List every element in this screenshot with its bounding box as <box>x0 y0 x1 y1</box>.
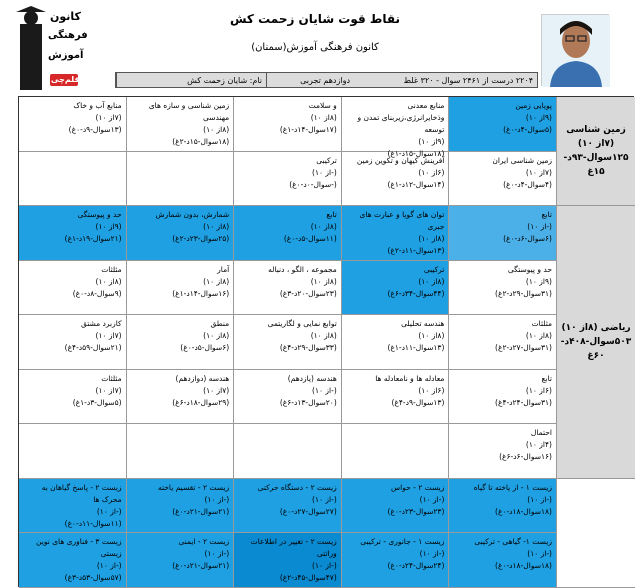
logo-word-1: کانون <box>50 10 81 23</box>
topic-cell <box>449 97 557 152</box>
topic-name: تابع <box>541 210 552 219</box>
topic-cell <box>234 97 342 152</box>
topic-name: کاربرد مشتق <box>80 319 122 328</box>
topic-stats: (۱۳سوال-۱۱د-۲غ) <box>387 246 445 255</box>
strengths-table <box>18 96 634 587</box>
avatar-icon <box>542 15 610 87</box>
topic-cell <box>19 97 127 152</box>
topic-stats: (۲۱سوال-۵۹د-۴غ) <box>64 343 122 352</box>
topic-cell <box>234 261 342 316</box>
topic-stats: (۵سوال-۴د-۰غ) <box>503 125 552 134</box>
topic-name: زیست ۲ - ایمنی <box>178 537 230 546</box>
topic-score: (۹از ۱۰) <box>418 137 445 146</box>
topic-stats: (۱۳سوال-۱۱د-۱غ) <box>387 343 445 352</box>
topic-score: (۸از ۱۰) <box>418 331 445 340</box>
topic-name: احتمال <box>530 428 552 437</box>
section-header-line: ریاضی (۸از ۱۰) <box>561 322 631 333</box>
topic-stats: (۱۴سوال-۱۲د-۱غ) <box>387 179 445 189</box>
topic-cell <box>449 206 557 261</box>
topic-score: (۸از ۱۰) <box>525 331 552 340</box>
topic-score: (-از ۱۰) <box>96 506 122 516</box>
topic-name: معادله ها و نامعادله ها <box>375 373 445 383</box>
section-header-line: ۱۲۵سوال-۹۳د- <box>563 153 629 163</box>
topic-cell <box>234 152 342 207</box>
topic-name: آفرینش کیهان و تکوین زمین <box>356 155 445 165</box>
topic-name: زیست ۲ - دستگاه حرکتی <box>257 482 337 492</box>
logo-word-4: قلم‌چی <box>51 75 80 84</box>
report-header <box>0 0 638 96</box>
topic-stats: (۲۹سوال-۱۸د-۶غ) <box>172 397 230 407</box>
topic-cell <box>19 533 127 588</box>
topic-score: (۹از ۱۰) <box>525 276 552 286</box>
section-header <box>557 479 635 588</box>
topic-name: زیست ۲ - پاسخ گیاهان به محرک ها <box>41 482 122 504</box>
topic-stats: (۹سوال-۸د-۰غ) <box>72 288 122 298</box>
topic-stats: (-سوال-۰د-۰غ) <box>289 179 337 189</box>
topic-name: مثلثات <box>101 373 122 383</box>
topic-stats: (۲۷سوال-۲۷د-۰غ) <box>279 506 337 516</box>
topic-cell <box>127 152 235 207</box>
student-photo <box>541 14 609 86</box>
topic-cell <box>234 533 342 588</box>
topic-cell <box>127 315 235 370</box>
topic-stats: (۲۰سوال-۱۳د-۶غ) <box>279 397 337 407</box>
topic-stats: (۱۱سوال-۵د-۰غ) <box>283 234 337 243</box>
topic-stats: (۲۱سوال-۱۹د-۱غ) <box>64 234 122 243</box>
topic-name: هندسه تحلیلی <box>401 319 445 328</box>
topic-cell <box>234 424 342 479</box>
topic-score: (۷از ۱۰) <box>95 113 122 122</box>
topic-cell <box>342 479 450 534</box>
section-header-line: زمین شناسی (۷از ۱۰) <box>566 125 626 149</box>
topic-score: (-از ۱۰) <box>204 494 230 504</box>
topic-stats: (۴سوال-۴د-۰غ) <box>503 179 552 189</box>
topic-name: شمارش، بدون شمارش <box>155 210 230 219</box>
topic-score: (۸از ۱۰) <box>310 276 337 286</box>
topic-score: (۸از ۱۰) <box>418 276 445 286</box>
topic-name: زمین شناسی و سازه های مهندسی <box>148 101 230 122</box>
topic-score: (-از ۱۰) <box>312 561 337 570</box>
topic-score: (۸از ۱۰) <box>203 222 230 231</box>
topic-score: (۸از ۱۰) <box>203 331 230 340</box>
topic-stats: (۴۴سوال-۳۴د-۶غ) <box>387 288 445 298</box>
topic-cell <box>127 370 235 425</box>
topic-stats: (۲۴سوال-۲۴د-۰غ) <box>387 561 445 570</box>
topic-cell <box>127 261 235 316</box>
topic-stats: (۶سوال-۶د-۰غ) <box>503 234 552 243</box>
topic-stats: (۲۱سوال-۲۱د-۰غ) <box>172 506 230 516</box>
topic-name: پویایی زمین <box>515 101 552 110</box>
topic-score: (-از ۱۰) <box>419 494 445 504</box>
topic-cell <box>127 424 235 479</box>
topic-cell <box>342 261 450 316</box>
student-score-summary: ۲۲۰۴ درست از ۲۴۶۱ سوال - ۳۲۰ غلط <box>403 76 533 85</box>
topic-name: هندسه (یازدهم) <box>287 373 337 383</box>
topic-name: زیست ۳ - فناوری های نوین زیستی <box>36 537 122 558</box>
topic-stats: (۱۱سوال-۱۱د-۰غ) <box>64 518 122 528</box>
topic-cell <box>449 479 557 534</box>
topic-score: (۸از ۱۰) <box>310 113 337 122</box>
topic-name: هندسه (دوازدهم) <box>175 373 230 383</box>
topic-name: زیست ۱ - از یاخته تا گیاه <box>473 482 552 492</box>
topic-score: (۴از ۱۰) <box>525 440 552 449</box>
topic-cell <box>127 97 235 152</box>
topic-score: (۷از ۱۰) <box>95 385 122 395</box>
topic-score: (-از ۱۰) <box>527 494 552 504</box>
topic-name: مثلثات <box>101 264 122 274</box>
section-header <box>557 206 635 479</box>
topic-score: (۸از ۱۰) <box>203 125 230 134</box>
logo-word-3: آموزش <box>48 50 84 61</box>
topic-name: حد و پیوستگی <box>77 210 122 219</box>
topic-cell <box>449 261 557 316</box>
topic-cell <box>342 97 450 158</box>
logo-word-2: فرهنگی <box>48 30 88 41</box>
topic-cell <box>234 206 342 261</box>
topic-stats: (۲۳سوال-۲۳د-۰غ) <box>387 506 445 516</box>
topic-score: (۹از ۱۰) <box>525 113 552 122</box>
topic-name: منابع آب و خاک <box>73 101 122 110</box>
topic-name: زیست ۱- گیاهی - ترکیبی <box>474 537 552 546</box>
topic-cell <box>449 315 557 370</box>
topic-name: منطق <box>210 319 230 328</box>
section-header-line: ۱۵غ <box>587 167 605 177</box>
topic-score: (۷از ۱۰) <box>203 385 230 395</box>
topic-name: زیست ۱ - جانوری - ترکیبی <box>360 537 445 546</box>
topic-cell <box>449 424 557 479</box>
topic-cell <box>342 152 450 207</box>
page-title: نقاط قوت شایان زحمت کش <box>229 12 401 26</box>
topic-score: (۸از ۱۰) <box>310 222 337 231</box>
topic-stats: (۲۱سوال-۲۱د-۰غ) <box>172 561 230 570</box>
topic-score: (-از ۱۰) <box>419 549 445 558</box>
topic-name: توان های گویا و عبارت های جبری <box>359 210 445 231</box>
topic-name: مجموعه ، الگو ، دنباله <box>268 264 337 274</box>
topic-score: (۶از ۱۰) <box>525 385 552 395</box>
topic-score: (-از ۱۰) <box>312 494 337 504</box>
student-info-bar <box>115 72 538 88</box>
topic-cell <box>19 152 127 207</box>
topic-name: تابع <box>326 210 337 219</box>
topic-name: زیست ۲ - تقسیم یاخته <box>158 482 230 492</box>
topic-cell <box>127 206 235 261</box>
topic-cell <box>449 370 557 425</box>
topic-name: زمین شناسی ایران <box>492 155 552 165</box>
topic-cell <box>342 370 450 425</box>
topic-score: (۶از ۱۰) <box>418 385 445 395</box>
topic-name: توابع نمایی و لگاریتمی <box>267 319 337 328</box>
topic-cell <box>449 533 557 588</box>
topic-cell <box>234 370 342 425</box>
topic-name: و سلامت <box>308 101 337 110</box>
topic-name: زیست ۲ - حواس <box>390 482 445 492</box>
topic-cell <box>19 261 127 316</box>
topic-name: تابع <box>541 373 552 383</box>
topic-cell <box>449 152 557 207</box>
topic-score: (-از ۱۰) <box>527 549 552 558</box>
topic-score: (۷از ۱۰) <box>525 167 552 177</box>
section-header <box>557 97 635 206</box>
topic-name: حد و پیوستگی <box>507 264 552 274</box>
topic-cell <box>342 533 450 588</box>
topic-score: (۸از ۱۰) <box>203 276 230 286</box>
topic-cell <box>19 424 127 479</box>
student-grade: دوازدهم تجربی <box>266 73 354 87</box>
topic-score: (۸از ۱۰) <box>95 276 122 286</box>
topic-stats: (۳۱سوال-۲۷د-۲غ) <box>495 343 552 352</box>
topic-stats: (۶سوال-۵د-۰غ) <box>180 343 230 352</box>
topic-stats: (۱۳سوال-۹د-۰غ) <box>68 125 122 134</box>
topic-stats: (۱۸سوال-۱۸د-۰غ) <box>495 506 552 516</box>
topic-cell <box>19 315 127 370</box>
topic-name: ترکیبی <box>316 155 337 165</box>
topic-stats: (۳۱سوال-۲۴د-۴غ) <box>495 397 552 407</box>
topic-stats: (۴۷سوال-۴۵د-۲غ) <box>279 573 337 582</box>
topic-cell <box>127 533 235 588</box>
topic-cell <box>234 479 342 534</box>
topic-cell <box>342 206 450 261</box>
topic-score: (-از ۱۰) <box>204 549 230 558</box>
topic-cell <box>234 315 342 370</box>
topic-stats: (۱۸سوال-۱۵د-۲غ) <box>172 137 230 146</box>
topic-stats: (۵۷سوال-۵۳د-۳غ) <box>64 573 122 582</box>
topic-cell <box>19 206 127 261</box>
topic-stats: (۱۶سوال-۶د-۶غ) <box>499 452 552 461</box>
section-header-line: ۵۰۳سوال-۴۰۸د- <box>560 336 632 347</box>
topic-cell <box>19 370 127 425</box>
topic-score: (۹از ۱۰) <box>95 222 122 231</box>
topic-score: (-از ۱۰) <box>96 561 122 570</box>
topic-score: (-از ۱۰) <box>312 385 337 395</box>
topic-stats: (۱۸سوال-۱۸د-۰غ) <box>495 561 552 570</box>
topic-cell <box>127 479 235 534</box>
topic-name: آمار <box>217 264 230 274</box>
topic-name: زیست ۲ - تغییر در اطلاعات وراثتی <box>250 537 337 558</box>
topic-stats: (۳۳سوال-۲۹د-۴غ) <box>279 343 337 352</box>
topic-score: (۸از ۱۰) <box>418 234 445 243</box>
topic-score: (-از ۱۰) <box>527 222 552 231</box>
topic-score: (۶از ۱۰) <box>418 167 445 177</box>
topic-stats: (۱۷سوال-۱۴د-۱غ) <box>279 125 337 134</box>
topic-name: منابع معدنی وذخایرانرژی،زیربنای تمدن و توسعه <box>357 101 445 134</box>
topic-score: (۷از ۱۰) <box>95 331 122 340</box>
topic-stats: (۲۳سوال-۲۰د-۳غ) <box>279 288 337 298</box>
topic-cell <box>19 479 127 534</box>
topic-stats: (۱۸سوال-۱۵د-۱غ) <box>387 149 445 158</box>
topic-name: ترکیبی <box>423 264 445 274</box>
section-header-line: ۶۰غ <box>587 350 605 361</box>
topic-stats: (۵سوال-۳د-۱غ) <box>72 397 122 407</box>
topic-stats: (۱۶سوال-۱۴د-۱غ) <box>172 288 230 298</box>
topic-cell <box>342 315 450 370</box>
topic-name: مثلثات <box>531 319 552 328</box>
page-subtitle: کانون فرهنگی آموزش(سمنان) <box>251 42 379 53</box>
student-name: نام: شایان زحمت کش <box>116 73 266 87</box>
topic-stats: (۲۵سوال-۲۳د-۲غ) <box>172 234 230 243</box>
topic-score: (-از ۱۰) <box>312 167 337 177</box>
topic-score: (۸از ۱۰) <box>310 331 337 340</box>
topic-cell <box>342 424 450 479</box>
topic-stats: (۱۳سوال-۹د-۴غ) <box>391 397 445 407</box>
topic-stats: (۳۱سوال-۲۹د-۲غ) <box>495 288 552 298</box>
